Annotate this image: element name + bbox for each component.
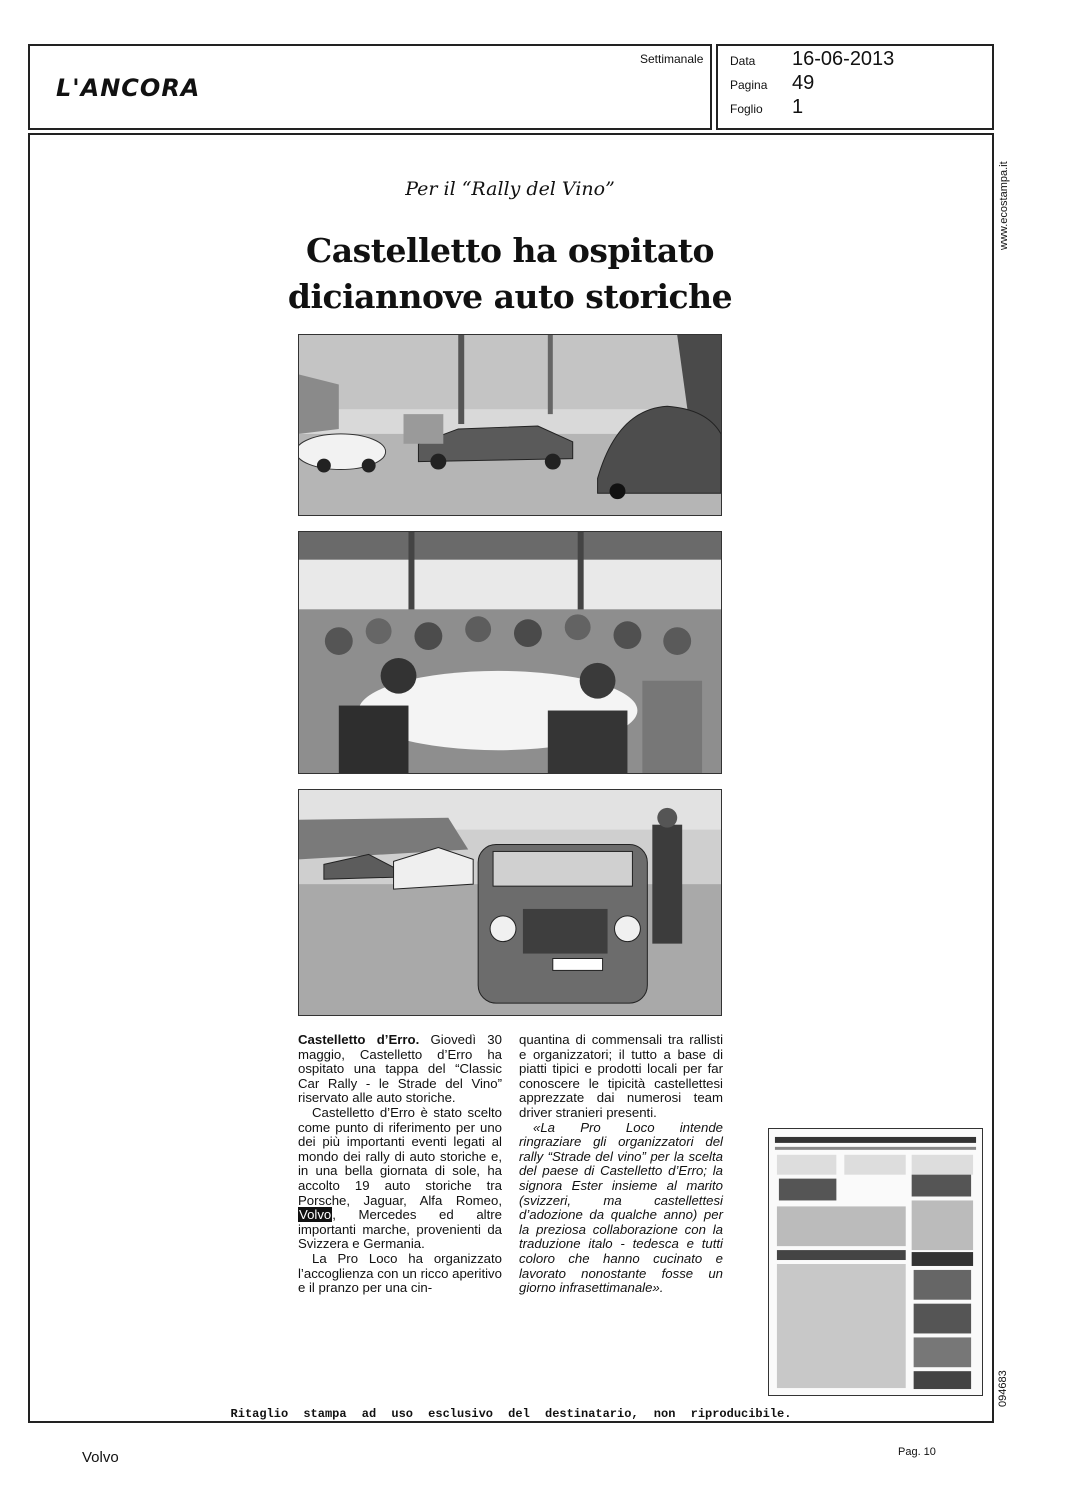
headline-line-2: diciannove auto storiche bbox=[287, 277, 733, 316]
page-thumbnail bbox=[768, 1128, 983, 1396]
article-kicker: Per il “Rally del Vino” bbox=[405, 178, 615, 200]
paragraph-1-text: Giovedì 30 maggio, Castelletto d’Erro ha ospitato una tappa del “Classic Car Rally - le Strade del Vino” riservato alle auto storiche. bbox=[298, 1032, 502, 1106]
paragraph-2-text-a: Castelletto d’Erro è stato scelto come punto di riferimento per uno dei più importanti eventi legati al mondo dei rally di auto storiche e, in una bella giornata di sole, ha accolto 19 auto storiche tra Porsche, Jaguar, Alfa Romeo, bbox=[298, 1104, 502, 1208]
publication-frequency: Settimanale bbox=[640, 52, 704, 66]
article-column-2 bbox=[519, 1033, 723, 1296]
side-website: www.ecostampa.it bbox=[998, 161, 1010, 250]
meta-label-date: Data bbox=[730, 54, 756, 68]
disclaimer: Ritaglio stampa ad uso esclusivo del destinatario, non riproducibile. bbox=[230, 1407, 792, 1421]
paragraph-3: La Pro Loco ha organizzato l’accoglienza con un ricco aperitivo e il pranzo per una cin- bbox=[298, 1250, 502, 1296]
newspaper-logo: L'ANCORA bbox=[56, 74, 201, 102]
photo-lunch-guests bbox=[298, 531, 722, 774]
meta-value-sheet: 1 bbox=[792, 96, 804, 118]
meta-label-page: Pagina bbox=[730, 78, 768, 92]
dateline: Castelletto d’Erro. bbox=[298, 1032, 420, 1047]
article-column-1 bbox=[298, 1033, 502, 1296]
footer-keyword: Volvo bbox=[82, 1449, 119, 1466]
meta-value-date: 16-06-2013 bbox=[792, 48, 895, 70]
side-code: 094683 bbox=[997, 1370, 1009, 1407]
paragraph-4: quantina di commensali tra rallisti e organizzatori; il tutto a base di piatti tipici e prodotti locali per far conoscere le tipicità castellettesi apprezzate dai numerosi team driver stranieri presenti. bbox=[519, 1032, 723, 1120]
article-headline bbox=[280, 228, 740, 320]
photo-classic-cars-parking bbox=[298, 334, 722, 516]
meta-label-sheet: Foglio bbox=[730, 102, 763, 116]
paragraph-2 bbox=[298, 1106, 502, 1252]
footer-page-number: Pag. 10 bbox=[898, 1446, 936, 1458]
paragraph-5-quote: «La Pro Loco intende ringraziare gli organizzatori del rally “Strade del vino” per la scelta del paese di Castelletto d’Erro; la signora Ester insieme al marito (svizzeri, ma castellettesi d’adozione da qualche anno) per la preziosa collaborazione con la traduzione italo - tedesca e tutti coloro che hanno cucinato e lavorato nonostante fosse un giorno infrasettimanale». bbox=[519, 1119, 723, 1296]
highlighted-keyword: Volvo bbox=[299, 1207, 332, 1223]
meta-value-page: 49 bbox=[792, 72, 815, 94]
headline-line-1: Castelletto ha ospitato bbox=[306, 231, 714, 270]
photo-classic-car-front bbox=[298, 789, 722, 1016]
paragraph-1 bbox=[298, 1033, 502, 1106]
paragraph-2-text-b: , Mercedes ed altre importanti marche, provenienti da Svizzera e Germania. bbox=[298, 1207, 502, 1252]
